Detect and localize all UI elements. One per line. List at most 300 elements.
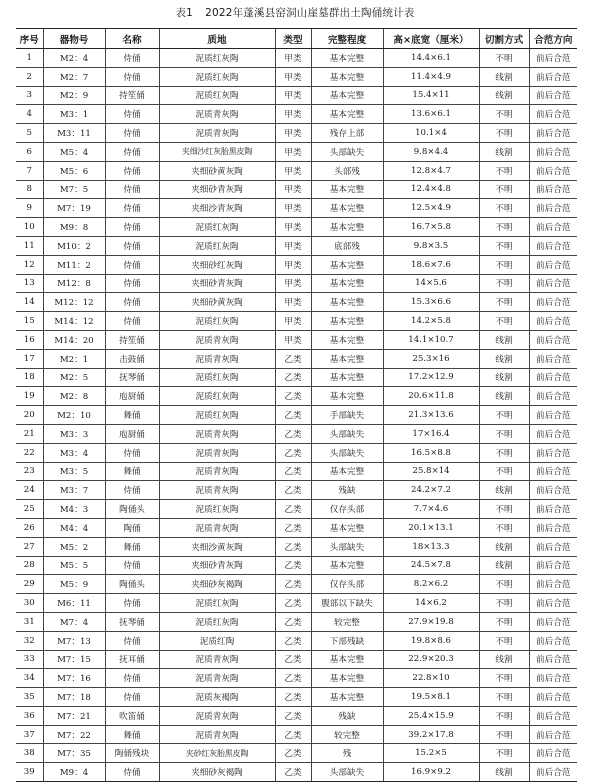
cell-material: 泥质红灰陶 — [159, 218, 275, 237]
cell-type: 乙类 — [275, 688, 311, 707]
cell-artifact-number: M2：10 — [43, 406, 105, 425]
cell-material: 泥质青灰陶 — [159, 424, 275, 443]
cell-artifact-number: M5：4 — [43, 142, 105, 161]
cell-index: 38 — [16, 744, 43, 763]
cell-type: 乙类 — [275, 443, 311, 462]
cell-mold-direction: 前后合范 — [529, 255, 577, 274]
cell-mold-direction: 前后合范 — [529, 481, 577, 500]
cell-dimensions: 25.8×14 — [383, 462, 479, 481]
cell-type: 乙类 — [275, 368, 311, 387]
cell-index: 37 — [16, 725, 43, 744]
table-row — [16, 706, 577, 725]
cell-cutting-method: 线割 — [479, 481, 529, 500]
table-row — [16, 293, 577, 312]
cell-artifact-number: M7：22 — [43, 725, 105, 744]
cell-artifact-number: M7：13 — [43, 631, 105, 650]
cell-type: 甲类 — [275, 274, 311, 293]
cell-artifact-number: M7：4 — [43, 612, 105, 631]
table-row — [16, 255, 577, 274]
cell-index: 27 — [16, 537, 43, 556]
cell-name: 侍俑 — [105, 763, 159, 782]
cell-dimensions: 25.3×16 — [383, 349, 479, 368]
cell-type: 乙类 — [275, 424, 311, 443]
cell-artifact-number: M3：11 — [43, 124, 105, 143]
cell-dimensions: 15.4×11 — [383, 86, 479, 105]
cell-dimensions: 14.1×10.7 — [383, 330, 479, 349]
table-row — [16, 67, 577, 86]
cell-name: 舞俑 — [105, 406, 159, 425]
cell-material: 夹细砂红灰陶 — [159, 255, 275, 274]
cell-type: 乙类 — [275, 518, 311, 537]
cell-type: 乙类 — [275, 631, 311, 650]
cell-completeness: 头部缺失 — [311, 142, 383, 161]
cell-index: 3 — [16, 86, 43, 105]
cell-name: 侍俑 — [105, 631, 159, 650]
cell-name: 侍俑 — [105, 199, 159, 218]
cell-completeness: 基本完整 — [311, 67, 383, 86]
cell-index: 18 — [16, 368, 43, 387]
table-row — [16, 368, 577, 387]
cell-mold-direction: 前后合范 — [529, 293, 577, 312]
column-header-index: 序号 — [16, 29, 43, 49]
cell-artifact-number: M7：35 — [43, 744, 105, 763]
cell-artifact-number: M3：5 — [43, 462, 105, 481]
cell-cutting-method: 线割 — [479, 142, 529, 161]
table-row — [16, 650, 577, 669]
cell-type: 甲类 — [275, 312, 311, 331]
cell-cutting-method: 不明 — [479, 406, 529, 425]
column-header-cutting-method: 切割方式 — [479, 29, 529, 49]
cell-type: 甲类 — [275, 49, 311, 68]
cell-dimensions: 15.3×6.6 — [383, 293, 479, 312]
cell-completeness: 残缺 — [311, 481, 383, 500]
cell-cutting-method: 不明 — [479, 105, 529, 124]
cell-type: 乙类 — [275, 556, 311, 575]
cell-cutting-method: 线割 — [479, 556, 529, 575]
cell-name: 庖厨俑 — [105, 387, 159, 406]
table-row — [16, 161, 577, 180]
cell-cutting-method: 不明 — [479, 518, 529, 537]
cell-dimensions: 9.8×4.4 — [383, 142, 479, 161]
cell-dimensions: 22.9×20.3 — [383, 650, 479, 669]
cell-dimensions: 18.6×7.6 — [383, 255, 479, 274]
cell-name: 陶俑头 — [105, 575, 159, 594]
cell-cutting-method: 不明 — [479, 725, 529, 744]
cell-cutting-method: 线割 — [479, 650, 529, 669]
cell-completeness: 基本完整 — [311, 650, 383, 669]
column-header-dimensions: 高×底宽（厘米） — [383, 29, 479, 49]
cell-artifact-number: M7：19 — [43, 199, 105, 218]
cell-index: 23 — [16, 462, 43, 481]
cell-index: 2 — [16, 67, 43, 86]
cell-mold-direction: 前后合范 — [529, 669, 577, 688]
cell-material: 泥质青灰陶 — [159, 330, 275, 349]
cell-name: 侍俑 — [105, 669, 159, 688]
cell-dimensions: 16.7×5.8 — [383, 218, 479, 237]
table-row — [16, 537, 577, 556]
cell-artifact-number: M7：18 — [43, 688, 105, 707]
cell-dimensions: 14×6.2 — [383, 594, 479, 613]
cell-cutting-method: 不明 — [479, 443, 529, 462]
cell-type: 乙类 — [275, 387, 311, 406]
cell-cutting-method: 不明 — [479, 612, 529, 631]
table-row — [16, 500, 577, 519]
table-row — [16, 462, 577, 481]
cell-mold-direction: 前后合范 — [529, 330, 577, 349]
table-row — [16, 218, 577, 237]
cell-index: 39 — [16, 763, 43, 782]
cell-name: 抚琴俑 — [105, 368, 159, 387]
table-row — [16, 349, 577, 368]
cell-mold-direction: 前后合范 — [529, 312, 577, 331]
cell-name: 侍俑 — [105, 142, 159, 161]
cell-material: 泥质红灰陶 — [159, 594, 275, 613]
cell-mold-direction: 前后合范 — [529, 218, 577, 237]
table-row — [16, 86, 577, 105]
cell-name: 舞俑 — [105, 462, 159, 481]
cell-mold-direction: 前后合范 — [529, 86, 577, 105]
table-row — [16, 105, 577, 124]
cell-completeness: 头部缺失 — [311, 443, 383, 462]
cell-artifact-number: M2：1 — [43, 349, 105, 368]
cell-dimensions: 8.2×6.2 — [383, 575, 479, 594]
cell-artifact-number: M7：5 — [43, 180, 105, 199]
cell-index: 13 — [16, 274, 43, 293]
cell-material: 夹细砂青灰陶 — [159, 556, 275, 575]
cell-index: 30 — [16, 594, 43, 613]
table-number: 表1 — [175, 7, 194, 19]
cell-type: 甲类 — [275, 142, 311, 161]
table-row — [16, 424, 577, 443]
cell-cutting-method: 不明 — [479, 293, 529, 312]
cell-index: 21 — [16, 424, 43, 443]
cell-material: 夹细沙红灰胎黑皮陶 — [159, 142, 275, 161]
cell-completeness: 基本完整 — [311, 274, 383, 293]
cell-artifact-number: M2：7 — [43, 67, 105, 86]
cell-mold-direction: 前后合范 — [529, 387, 577, 406]
cell-type: 乙类 — [275, 594, 311, 613]
cell-material: 泥质青灰陶 — [159, 706, 275, 725]
cell-mold-direction: 前后合范 — [529, 575, 577, 594]
cell-cutting-method: 不明 — [479, 706, 529, 725]
table-row — [16, 236, 577, 255]
table-row — [16, 312, 577, 331]
cell-index: 26 — [16, 518, 43, 537]
cell-artifact-number: M14：20 — [43, 330, 105, 349]
cell-index: 4 — [16, 105, 43, 124]
cell-cutting-method: 不明 — [479, 161, 529, 180]
cell-artifact-number: M2：5 — [43, 368, 105, 387]
cell-mold-direction: 前后合范 — [529, 612, 577, 631]
cell-completeness: 下部残缺 — [311, 631, 383, 650]
cell-material: 泥质红陶 — [159, 631, 275, 650]
cell-completeness: 基本完整 — [311, 368, 383, 387]
cell-index: 19 — [16, 387, 43, 406]
table-row — [16, 688, 577, 707]
cell-dimensions: 12.8×4.7 — [383, 161, 479, 180]
cell-completeness: 基本完整 — [311, 462, 383, 481]
cell-material: 泥质红灰陶 — [159, 387, 275, 406]
cell-material: 夹细砂灰褐陶 — [159, 763, 275, 782]
cell-material: 夹细砂青灰陶 — [159, 180, 275, 199]
cell-completeness: 残存上部 — [311, 124, 383, 143]
cell-mold-direction: 前后合范 — [529, 518, 577, 537]
cell-cutting-method: 线割 — [479, 763, 529, 782]
table-caption — [0, 3, 590, 23]
cell-material: 泥质红灰陶 — [159, 368, 275, 387]
cell-artifact-number: M5：5 — [43, 556, 105, 575]
cell-name: 侍俑 — [105, 67, 159, 86]
cell-material: 泥质灰褐陶 — [159, 688, 275, 707]
column-header-material: 质地 — [159, 29, 275, 49]
table-row — [16, 594, 577, 613]
cell-type: 甲类 — [275, 124, 311, 143]
cell-artifact-number: M9：4 — [43, 763, 105, 782]
cell-artifact-number: M12：12 — [43, 293, 105, 312]
cell-cutting-method: 不明 — [479, 424, 529, 443]
table-row — [16, 518, 577, 537]
cell-mold-direction: 前后合范 — [529, 537, 577, 556]
cell-cutting-method: 不明 — [479, 669, 529, 688]
cell-name: 侍俑 — [105, 180, 159, 199]
table-row — [16, 199, 577, 218]
cell-completeness: 腹部以下缺失 — [311, 594, 383, 613]
cell-material: 泥质青灰陶 — [159, 349, 275, 368]
cell-cutting-method: 线割 — [479, 67, 529, 86]
cell-type: 乙类 — [275, 349, 311, 368]
table-row — [16, 612, 577, 631]
cell-dimensions: 20.1×13.1 — [383, 518, 479, 537]
cell-completeness: 基本完整 — [311, 349, 383, 368]
cell-artifact-number: M2：8 — [43, 387, 105, 406]
cell-artifact-number: M14：12 — [43, 312, 105, 331]
cell-material: 泥质红灰陶 — [159, 236, 275, 255]
cell-cutting-method: 不明 — [479, 49, 529, 68]
cell-material: 夹细砂黄灰陶 — [159, 293, 275, 312]
cell-type: 甲类 — [275, 161, 311, 180]
table-row — [16, 406, 577, 425]
cell-artifact-number: M2：4 — [43, 49, 105, 68]
cell-material: 泥质青灰陶 — [159, 725, 275, 744]
cell-completeness: 基本完整 — [311, 218, 383, 237]
cell-artifact-number: M3：4 — [43, 443, 105, 462]
cell-completeness: 基本完整 — [311, 669, 383, 688]
cell-material: 夹细砂灰褐陶 — [159, 575, 275, 594]
table-row — [16, 387, 577, 406]
cell-cutting-method: 线割 — [479, 349, 529, 368]
cell-artifact-number: M11：2 — [43, 255, 105, 274]
cell-name: 陶俑 — [105, 518, 159, 537]
table-row — [16, 575, 577, 594]
cell-type: 甲类 — [275, 293, 311, 312]
cell-completeness: 手部缺失 — [311, 406, 383, 425]
table-row — [16, 725, 577, 744]
cell-index: 22 — [16, 443, 43, 462]
cell-completeness: 头部缺失 — [311, 763, 383, 782]
cell-mold-direction: 前后合范 — [529, 763, 577, 782]
table-row — [16, 443, 577, 462]
cell-index: 12 — [16, 255, 43, 274]
table-row — [16, 631, 577, 650]
cell-artifact-number: M9：8 — [43, 218, 105, 237]
cell-cutting-method: 不明 — [479, 180, 529, 199]
cell-artifact-number: M3：3 — [43, 424, 105, 443]
cell-dimensions: 19.5×8.1 — [383, 688, 479, 707]
cell-cutting-method: 不明 — [479, 500, 529, 519]
cell-name: 侍俑 — [105, 105, 159, 124]
cell-name: 庖厨俑 — [105, 424, 159, 443]
cell-completeness: 头部缺失 — [311, 537, 383, 556]
cell-mold-direction: 前后合范 — [529, 443, 577, 462]
cell-material: 泥质红灰陶 — [159, 406, 275, 425]
cell-type: 乙类 — [275, 706, 311, 725]
cell-name: 持笙俑 — [105, 330, 159, 349]
cell-type: 甲类 — [275, 105, 311, 124]
cell-completeness: 仅存头部 — [311, 500, 383, 519]
cell-name: 舞俑 — [105, 537, 159, 556]
cell-name: 侍俑 — [105, 688, 159, 707]
cell-type: 乙类 — [275, 537, 311, 556]
cell-artifact-number: M10：2 — [43, 236, 105, 255]
cell-artifact-number: M2：9 — [43, 86, 105, 105]
cell-index: 7 — [16, 161, 43, 180]
cell-dimensions: 24.2×7.2 — [383, 481, 479, 500]
table-row — [16, 124, 577, 143]
cell-completeness: 较完整 — [311, 725, 383, 744]
cell-mold-direction: 前后合范 — [529, 67, 577, 86]
cell-dimensions: 22.8×10 — [383, 669, 479, 688]
cell-name: 侍俑 — [105, 124, 159, 143]
cell-dimensions: 17×16.4 — [383, 424, 479, 443]
cell-artifact-number: M4：4 — [43, 518, 105, 537]
cell-index: 28 — [16, 556, 43, 575]
cell-dimensions: 14×5.6 — [383, 274, 479, 293]
cell-name: 侍俑 — [105, 218, 159, 237]
cell-type: 乙类 — [275, 575, 311, 594]
cell-name: 侍俑 — [105, 443, 159, 462]
cell-material: 夹砂红灰胎黑皮陶 — [159, 744, 275, 763]
cell-mold-direction: 前后合范 — [529, 744, 577, 763]
cell-completeness: 基本完整 — [311, 199, 383, 218]
cell-dimensions: 7.7×4.6 — [383, 500, 479, 519]
cell-index: 29 — [16, 575, 43, 594]
cell-name: 抚耳俑 — [105, 650, 159, 669]
cell-dimensions: 13.6×6.1 — [383, 105, 479, 124]
cell-completeness: 基本完整 — [311, 255, 383, 274]
table-row — [16, 763, 577, 782]
cell-dimensions: 21.3×13.6 — [383, 406, 479, 425]
cell-cutting-method: 线割 — [479, 537, 529, 556]
cell-artifact-number: M3：7 — [43, 481, 105, 500]
cell-name: 侍俑 — [105, 255, 159, 274]
cell-index: 32 — [16, 631, 43, 650]
cell-type: 乙类 — [275, 406, 311, 425]
cell-material: 泥质红灰陶 — [159, 500, 275, 519]
cell-cutting-method: 不明 — [479, 312, 529, 331]
cell-name: 陶俑头 — [105, 500, 159, 519]
cell-material: 泥质青灰陶 — [159, 650, 275, 669]
table-row — [16, 556, 577, 575]
table-row — [16, 481, 577, 500]
cell-cutting-method: 不明 — [479, 575, 529, 594]
cell-cutting-method: 不明 — [479, 594, 529, 613]
cell-dimensions: 14.2×5.8 — [383, 312, 479, 331]
cell-type: 甲类 — [275, 199, 311, 218]
cell-name: 陶俑残块 — [105, 744, 159, 763]
cell-index: 33 — [16, 650, 43, 669]
cell-material: 夹细砂黄灰陶 — [159, 161, 275, 180]
cell-index: 31 — [16, 612, 43, 631]
cell-name: 抚琴俑 — [105, 612, 159, 631]
cell-mold-direction: 前后合范 — [529, 142, 577, 161]
cell-cutting-method: 不明 — [479, 274, 529, 293]
cell-dimensions: 11.4×4.9 — [383, 67, 479, 86]
cell-type: 乙类 — [275, 612, 311, 631]
table-row — [16, 669, 577, 688]
cell-artifact-number: M5：6 — [43, 161, 105, 180]
cell-name: 侍俑 — [105, 236, 159, 255]
cell-material: 泥质红灰陶 — [159, 86, 275, 105]
cell-type: 乙类 — [275, 725, 311, 744]
cell-name: 持笙俑 — [105, 86, 159, 105]
cell-dimensions: 14.4×6.1 — [383, 49, 479, 68]
cell-type: 乙类 — [275, 500, 311, 519]
cell-artifact-number: M5：2 — [43, 537, 105, 556]
cell-material: 夹细沙黄灰陶 — [159, 537, 275, 556]
table-row — [16, 180, 577, 199]
cell-artifact-number: M7：15 — [43, 650, 105, 669]
cell-index: 24 — [16, 481, 43, 500]
cell-name: 侍俑 — [105, 481, 159, 500]
cell-dimensions: 27.9×19.8 — [383, 612, 479, 631]
cell-dimensions: 15.2×5 — [383, 744, 479, 763]
cell-cutting-method: 不明 — [479, 199, 529, 218]
table-row — [16, 49, 577, 68]
cell-cutting-method: 不明 — [479, 688, 529, 707]
cell-mold-direction: 前后合范 — [529, 424, 577, 443]
cell-dimensions: 24.5×7.8 — [383, 556, 479, 575]
cell-cutting-method: 不明 — [479, 462, 529, 481]
cell-mold-direction: 前后合范 — [529, 105, 577, 124]
cell-dimensions: 16.9×9.2 — [383, 763, 479, 782]
cell-index: 25 — [16, 500, 43, 519]
cell-mold-direction: 前后合范 — [529, 236, 577, 255]
column-header-mold-direction: 合范方向 — [529, 29, 577, 49]
cell-mold-direction: 前后合范 — [529, 274, 577, 293]
cell-cutting-method: 线割 — [479, 330, 529, 349]
cell-cutting-method: 不明 — [479, 255, 529, 274]
cell-completeness: 基本完整 — [311, 86, 383, 105]
cell-mold-direction: 前后合范 — [529, 349, 577, 368]
cell-material: 泥质红灰陶 — [159, 612, 275, 631]
cell-completeness: 残缺 — [311, 706, 383, 725]
cell-type: 甲类 — [275, 330, 311, 349]
cell-dimensions: 18×13.3 — [383, 537, 479, 556]
table-row — [16, 744, 577, 763]
cell-type: 乙类 — [275, 669, 311, 688]
cell-completeness: 仅存头部 — [311, 575, 383, 594]
table-body — [16, 49, 577, 782]
column-header-completeness: 完整程度 — [311, 29, 383, 49]
cell-name: 吹笛俑 — [105, 706, 159, 725]
cell-artifact-number: M6：11 — [43, 594, 105, 613]
cell-cutting-method: 线割 — [479, 387, 529, 406]
cell-completeness: 基本完整 — [311, 312, 383, 331]
cell-completeness: 底部残 — [311, 236, 383, 255]
cell-name: 侍俑 — [105, 274, 159, 293]
cell-mold-direction: 前后合范 — [529, 631, 577, 650]
cell-index: 8 — [16, 180, 43, 199]
